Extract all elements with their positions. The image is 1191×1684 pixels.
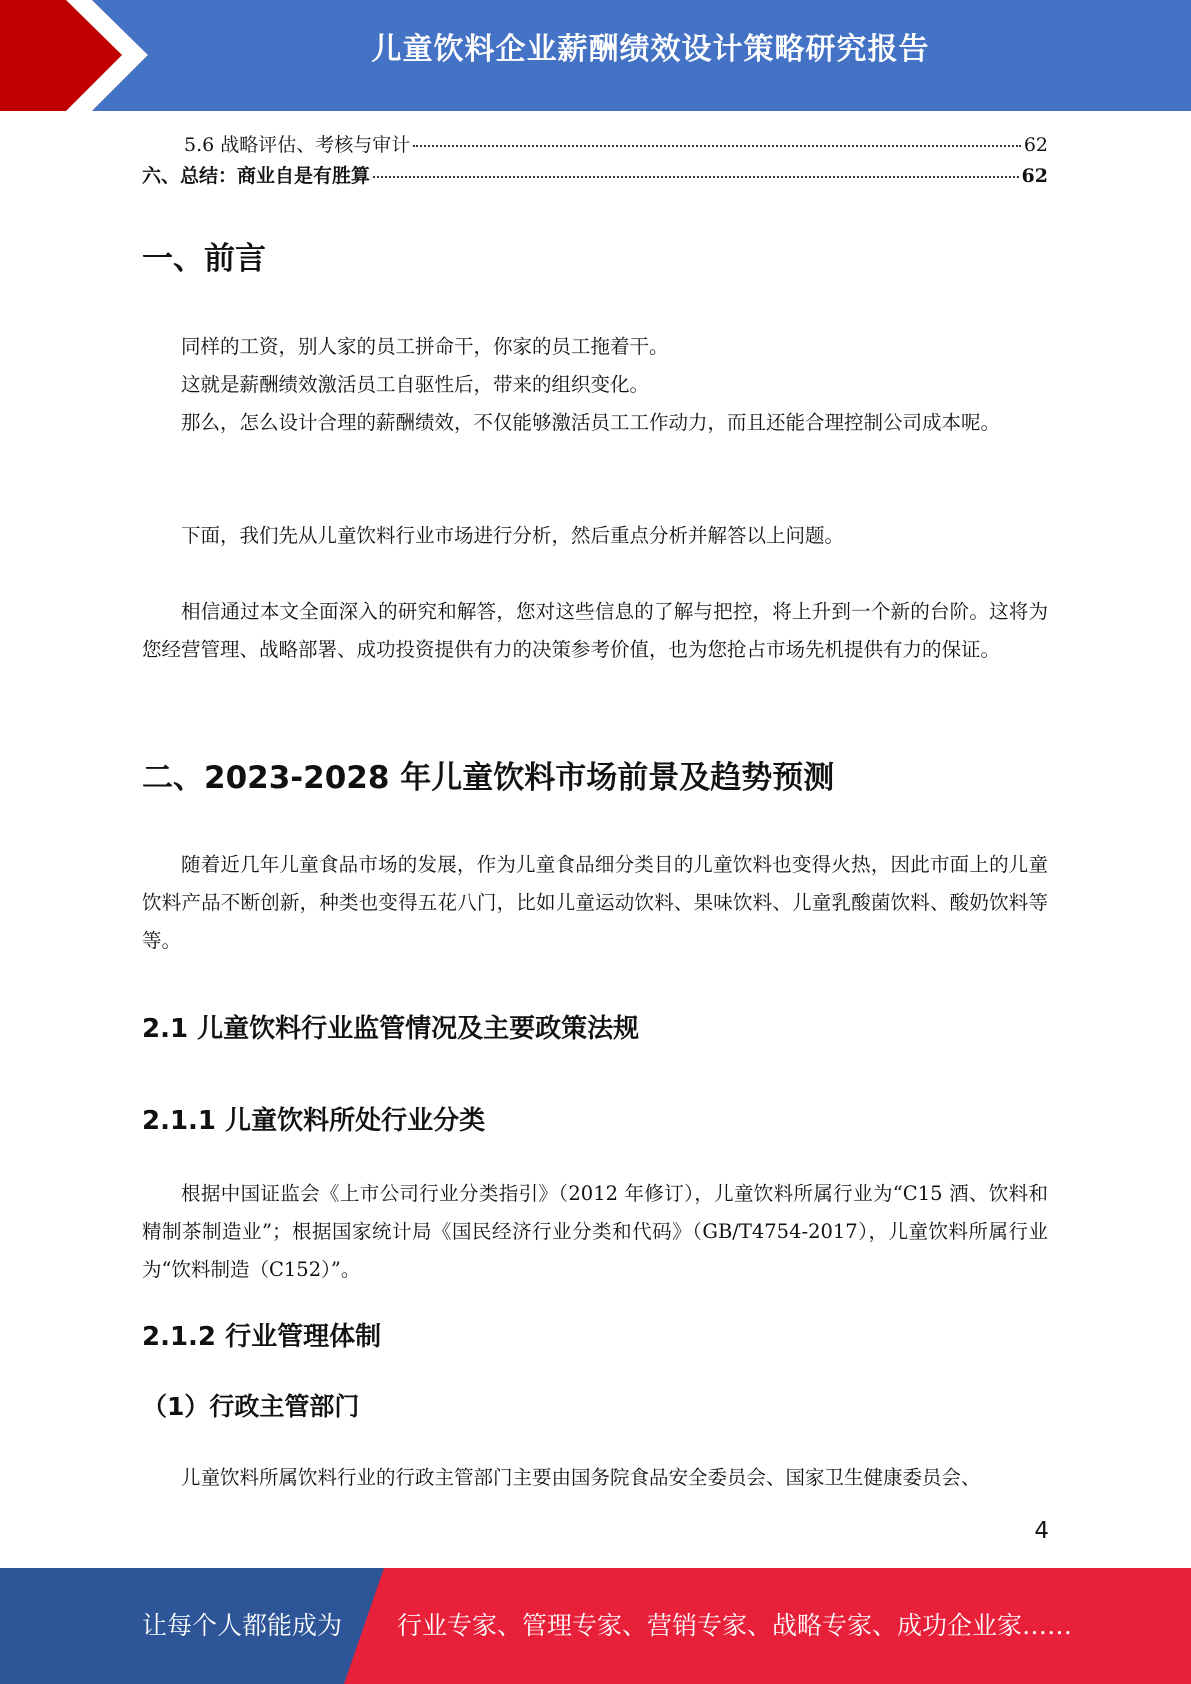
- subsection-heading: 2.1.2 行业管理体制: [142, 1322, 382, 1352]
- report-title: 儿童饮料企业薪酬绩效设计策略研究报告: [371, 32, 930, 67]
- footer-slogan-right: 行业专家、管理专家、营销专家、战略专家、成功企业家……: [397, 1611, 1073, 1640]
- section-heading: 一、前言: [142, 241, 266, 277]
- toc-entry-label: 5.6 战略评估、考核与审计: [184, 134, 411, 156]
- body-paragraph: 这就是薪酬绩效激活员工自驱性后，带来的组织变化。: [181, 373, 650, 396]
- page-header: [0, 0, 1191, 111]
- body-paragraph: 随着近几年儿童食品市场的发展，作为儿童食品细分类目的儿童饮料也变得火热，因此市面上的儿童饮料产品不断创新，种类也变得五花八门，比如儿童运动饮料、果味饮料、儿童乳酸菌饮料、酸奶饮料等等。: [142, 853, 1048, 952]
- page-number: 4: [1034, 1518, 1049, 1544]
- toc-leader-dots: [373, 176, 1019, 178]
- footer-slogan-left: 让每个人都能成为: [142, 1611, 343, 1640]
- body-paragraph: 相信通过本文全面深入的研究和解答，您对这些信息的了解与把控，将上升到一个新的台阶。这将为您经营管理、战略部署、成功投资提供有力的决策参考价值，也为您抢占市场先机提供有力的保证。: [142, 600, 1048, 661]
- toc-entry-page: 62: [1021, 165, 1048, 187]
- body-paragraph: 儿童饮料所属饮料行业的行政主管部门主要由国务院食品安全委员会、国家卫生健康委员会、: [181, 1466, 981, 1489]
- toc-entry[interactable]: [142, 161, 1048, 188]
- body-paragraph: 根据中国证监会《上市公司行业分类指引》（2012 年修订），儿童饮料所属行业为“C15 酒、饮料和精制茶制造业”；根据国家统计局《国民经济行业分类和代码》（GB/T4754-2017），儿童饮料所属行业为“饮料制造（C152）”。: [142, 1182, 1048, 1281]
- subsection-heading: 2.1.1 儿童饮料所处行业分类: [142, 1106, 486, 1136]
- section-heading: 二、2023-2028 年儿童饮料市场前景及趋势预测: [142, 760, 835, 796]
- page-footer: [0, 1568, 1191, 1684]
- subsection-heading: 2.1 儿童饮料行业监管情况及主要政策法规: [142, 1014, 640, 1044]
- toc-leader-dots: [413, 145, 1021, 147]
- body-paragraph: 同样的工资，别人家的员工拼命干，你家的员工拖着干。: [181, 335, 669, 358]
- toc-entry-label: 六、总结：商业自是有胜算: [142, 165, 371, 187]
- body-paragraph: 那么，怎么设计合理的薪酬绩效，不仅能够激活员工工作动力，而且还能合理控制公司成本呢。: [181, 411, 1001, 434]
- toc-entry-page: 62: [1023, 134, 1048, 156]
- body-paragraph: 下面，我们先从儿童饮料行业市场进行分析，然后重点分析并解答以上问题。: [181, 524, 845, 547]
- subsection-heading: （1）行政主管部门: [142, 1392, 360, 1421]
- toc-entry[interactable]: [142, 130, 1048, 157]
